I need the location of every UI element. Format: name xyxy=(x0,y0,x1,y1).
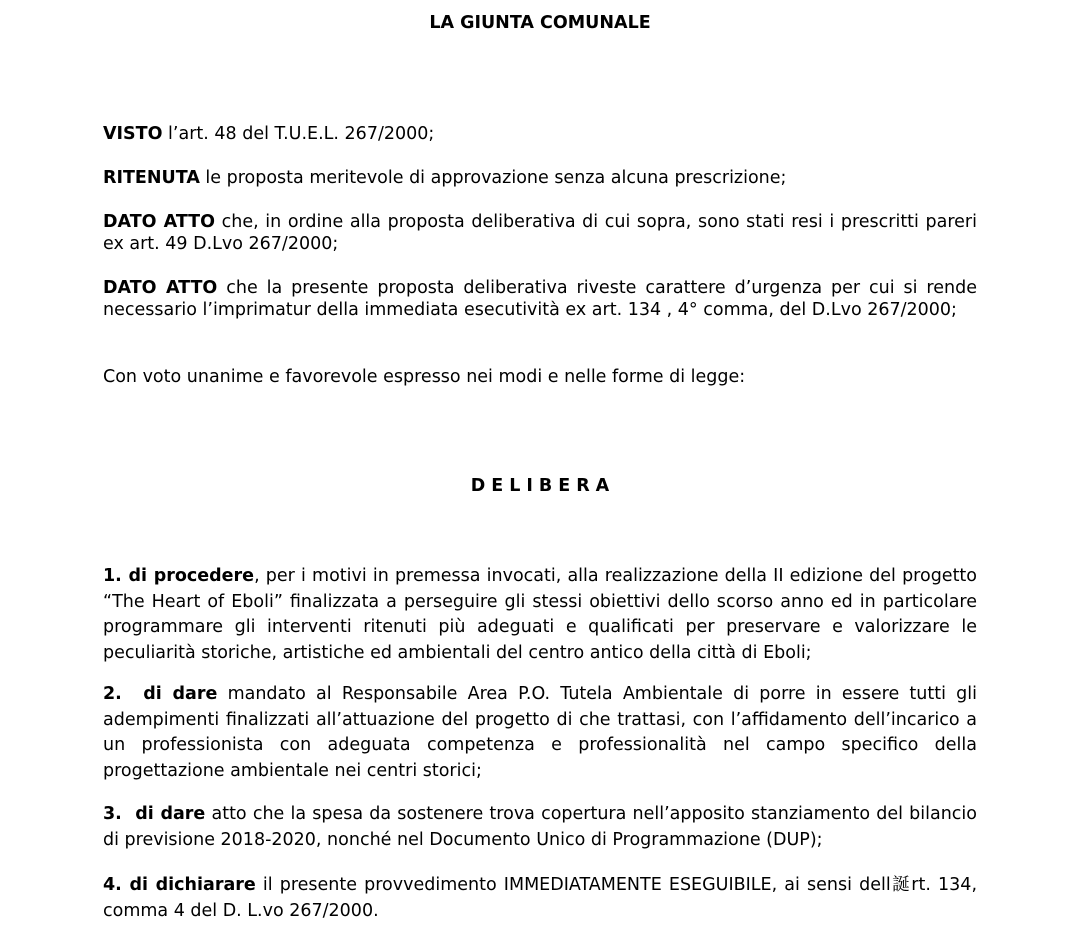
item-text: il presente provvedimento IMMEDIATAMENTE ESEGUIBILE, ai sensi dell誕rt. 134, comma 4 del D. L.vo 267/2000. xyxy=(103,875,978,921)
premise-keyword: DATO ATTO xyxy=(103,278,218,298)
premise-text: le proposta meritevole di approvazione senza alcuna prescrizione; xyxy=(199,168,787,188)
delibera-heading: DELIBERA xyxy=(470,476,616,496)
document-heading: LA GIUNTA COMUNALE xyxy=(429,13,651,33)
item-keyword: 2. di dare xyxy=(103,684,218,704)
delibera-item-3 xyxy=(103,802,977,853)
item-text: atto che la spesa da sostenere trova copertura nell’apposito stanziamento del bilancio di previsione 2018-2020, nonché nel Documento Unico di Programmazione (DUP); xyxy=(103,804,978,850)
premise-keyword: RITENUTA xyxy=(103,168,200,188)
item-keyword: 3. di dare xyxy=(103,804,206,824)
premise-ritenuta xyxy=(103,167,977,189)
item-text: mandato al Responsabile Area P.O. Tutela Ambientale di porre in essere tutti gli adempimenti finalizzati all’attuazione del progetto di che trattasi, con l’affidamento dell’incarico a un professionista con adeguata competenza e professionalità nel campo specifico della progettazione ambientale nei centri storici; xyxy=(103,684,977,781)
item-keyword: 1. di procedere xyxy=(103,566,255,586)
item-keyword: 4. di dichiarare xyxy=(103,875,256,895)
delibera-item-1 xyxy=(103,564,977,666)
premise-dato-atto-pareri xyxy=(103,211,977,255)
premise-dato-atto-urgenza xyxy=(103,277,977,321)
premise-visto xyxy=(103,123,977,145)
delibera-item-4 xyxy=(103,873,977,924)
premise-keyword: VISTO xyxy=(103,124,163,144)
premise-keyword: DATO ATTO xyxy=(103,212,215,232)
premise-voto xyxy=(103,366,977,388)
item-text: , per i motivi in premessa invocati, alla realizzazione della II edizione del progetto “The Heart of Eboli” finalizzata a perseguire gli stessi obiettivi dello scorso anno ed in particolare programmare gli interventi ritenuti più adeguati e qualificati per preservare e valorizzare le peculiarità storiche, artistiche ed ambientali del centro antico della città di Eboli; xyxy=(103,566,977,663)
premise-text: che, in ordine alla proposta deliberativa di cui sopra, sono stati resi i prescritti pareri ex art. 49 D.Lvo 267/2000; xyxy=(103,212,977,254)
premise-text: che la presente proposta deliberativa riveste carattere d’urgenza per cui si rende necessario l’imprimatur della immediata esecutività ex art. 134 , 4° comma, del D.Lvo 267/2000; xyxy=(103,278,977,320)
delibera-item-2 xyxy=(103,682,977,784)
premise-text: Con voto unanime e favorevole espresso nei modi e nelle forme di legge: xyxy=(103,367,746,387)
premise-text: l’art. 48 del T.U.E.L. 267/2000; xyxy=(162,124,435,144)
